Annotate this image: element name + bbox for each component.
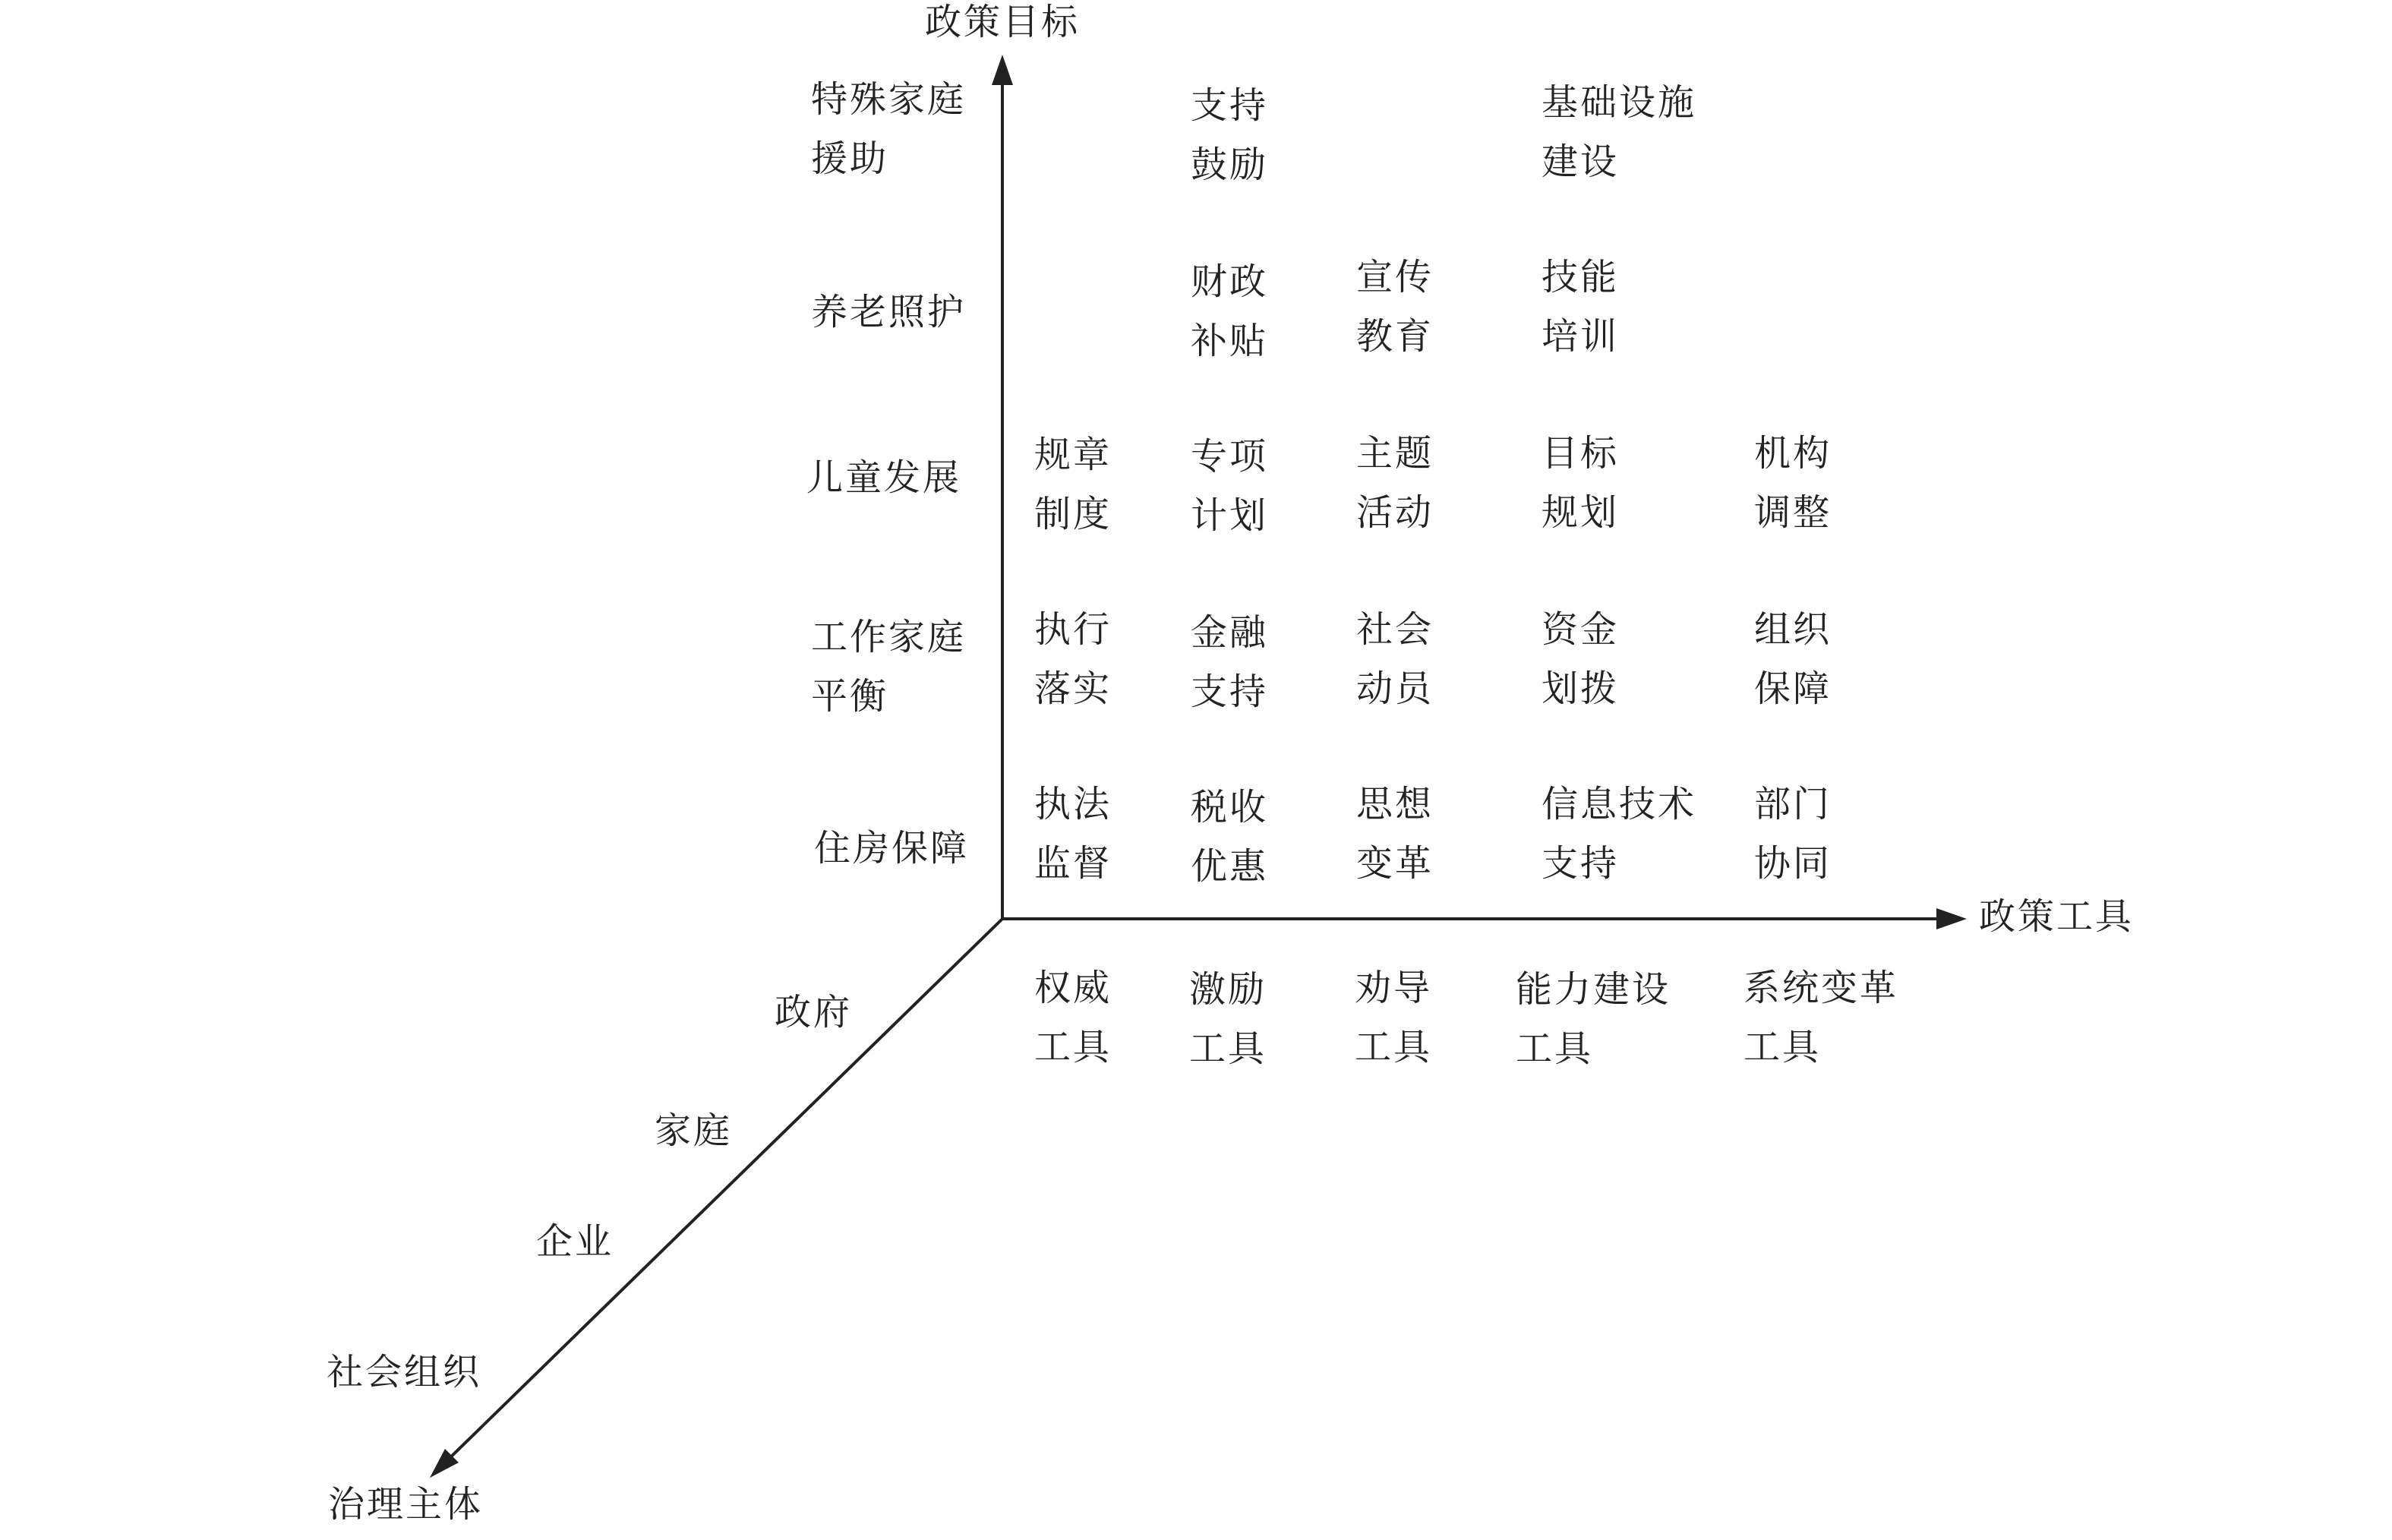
cell-social-mobilize: 社会 动员 (1356, 608, 1434, 710)
tool-incentive: 激励 工具 (1189, 968, 1267, 1070)
cell-funding: 资金 划拨 (1542, 608, 1620, 710)
cell-goal-plan: 目标 规划 (1542, 432, 1620, 534)
cell-it-support: 信息技术 支持 (1542, 783, 1697, 885)
x-axis-title: 政策工具 (1979, 895, 2135, 938)
cell-support-encourage: 支持 鼓励 (1191, 84, 1269, 186)
cell-org-adjust: 机构 调整 (1754, 432, 1832, 534)
cell-regulations: 规章 制度 (1034, 434, 1112, 535)
y-axis-title: 政策目标 (925, 1, 1081, 43)
cell-skills: 技能 培训 (1542, 256, 1620, 358)
cell-org-guarantee: 组织 保障 (1754, 608, 1832, 710)
cell-theme-activity: 主题 活动 (1356, 432, 1434, 534)
cell-special-plan: 专项 计划 (1191, 435, 1269, 537)
goal-elderly: 养老照护 (811, 291, 967, 333)
goal-child: 儿童发展 (806, 456, 962, 499)
goal-housing: 住房保障 (814, 827, 970, 869)
cell-infrastructure: 基础设施 建设 (1542, 81, 1697, 183)
subject-social-org: 社会组织 (327, 1351, 482, 1393)
tool-capacity: 能力建设 工具 (1516, 968, 1671, 1070)
z-axis-line (443, 919, 1002, 1464)
cell-implementation: 执行 落实 (1034, 608, 1112, 710)
tool-persuasion: 劝导 工具 (1355, 967, 1433, 1068)
x-axis-arrow (1936, 908, 1967, 929)
cell-enforcement: 执法 监督 (1034, 783, 1112, 885)
y-axis-arrow (992, 55, 1013, 85)
cell-publicity: 宣传 教育 (1356, 256, 1434, 358)
subject-family: 家庭 (655, 1109, 733, 1152)
cell-finance: 金融 支持 (1191, 611, 1269, 713)
goal-special-family: 特殊家庭 援助 (811, 78, 967, 180)
tool-authority: 权威 工具 (1034, 967, 1112, 1068)
subject-government: 政府 (775, 991, 853, 1034)
cell-dept-coord: 部门 协同 (1754, 783, 1832, 885)
tool-system: 系统变革 工具 (1744, 967, 1899, 1068)
z-axis-title: 治理主体 (328, 1483, 484, 1526)
cell-fiscal-subsidy: 财政 补贴 (1191, 260, 1269, 362)
goal-work-family: 工作家庭 平衡 (811, 616, 967, 718)
subject-enterprise: 企业 (536, 1220, 614, 1263)
cell-tax: 税收 优惠 (1191, 786, 1269, 888)
cell-ideology: 思想 变革 (1356, 783, 1434, 885)
